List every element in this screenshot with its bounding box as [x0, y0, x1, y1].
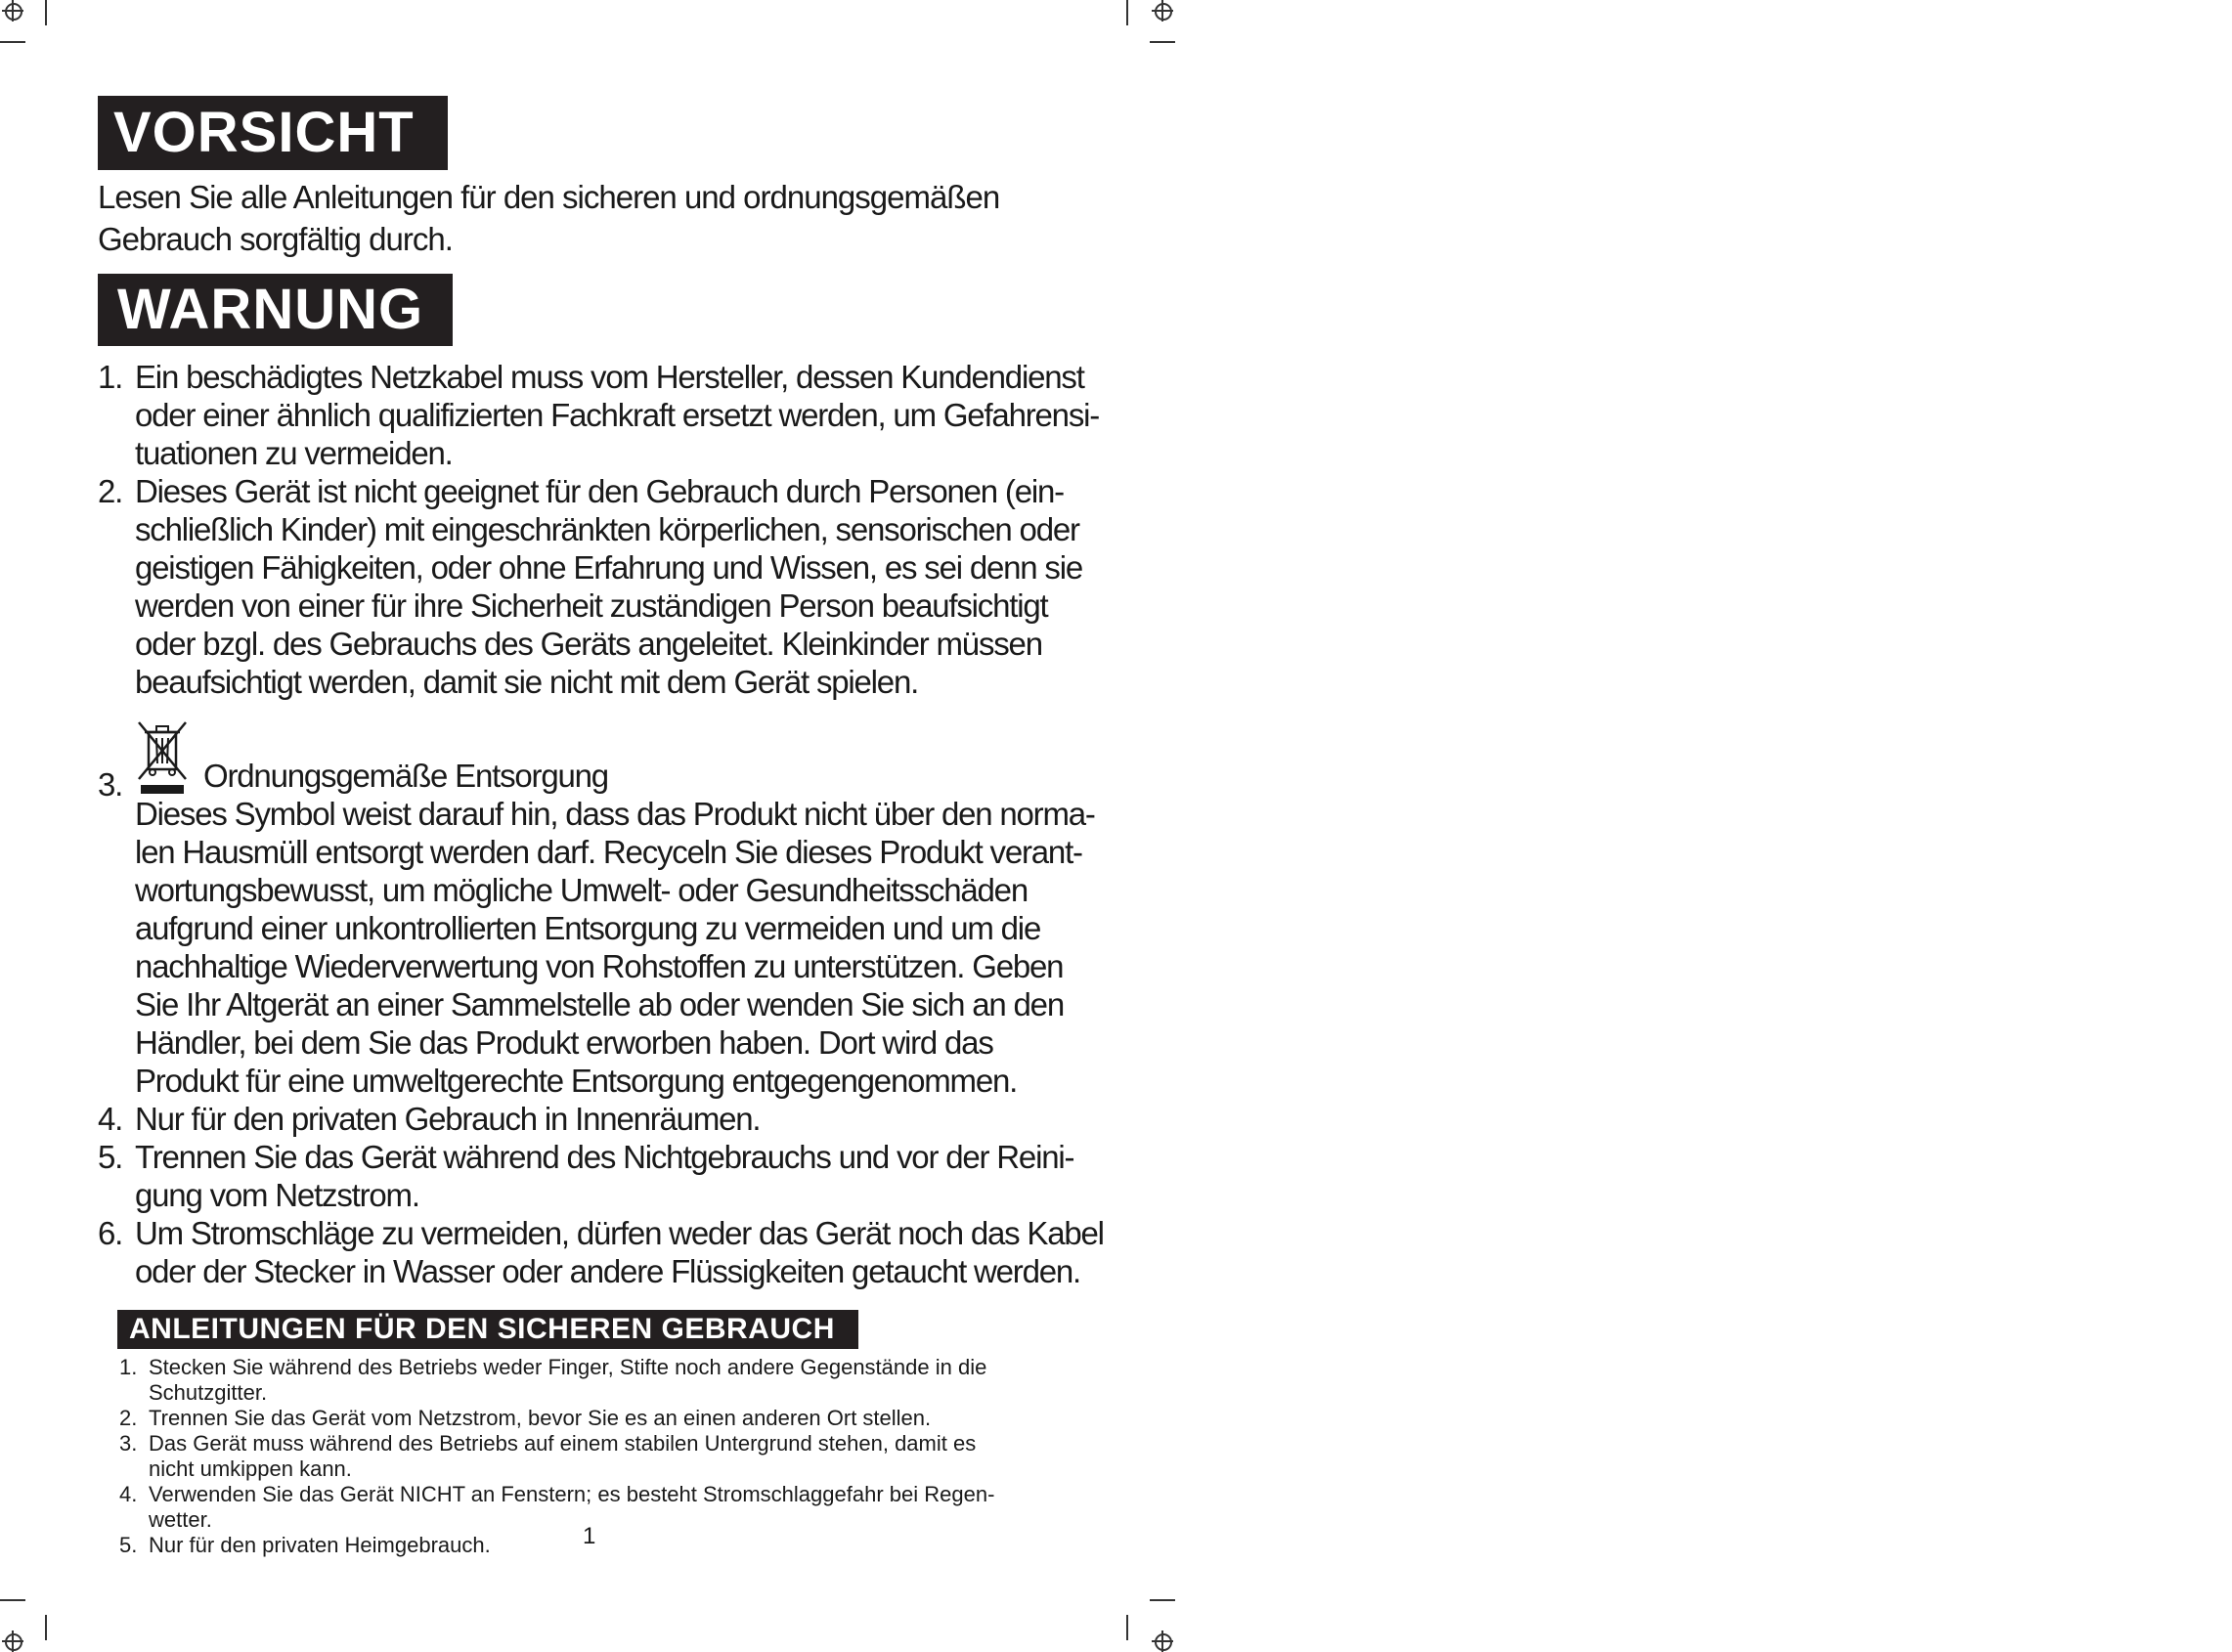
item-number: 3. — [119, 1431, 138, 1456]
registration-mark-icon — [2, 0, 23, 22]
anleitungen-banner: ANLEITUNGEN FÜR DEN SICHEREN GEBRAUCH — [117, 1310, 858, 1349]
text-line: wetter. — [149, 1507, 212, 1532]
item-number: 6. — [98, 1215, 123, 1251]
list-item — [119, 1482, 1115, 1533]
list-item — [119, 1533, 1115, 1558]
list-item — [98, 472, 1115, 701]
text-line: geistigen Fähigkeiten, oder ohne Erfahrung und Wissen, es sei denn sie — [135, 549, 1082, 586]
crop-line — [1150, 41, 1175, 43]
text-line: Händler, bei dem Sie das Produkt erworben haben. Dort wird das — [135, 1024, 993, 1061]
registration-mark-icon — [2, 1630, 23, 1652]
crossed-out-bin-icon — [135, 718, 190, 795]
text-line: Dieses Symbol weist darauf hin, dass das Produkt nicht über den norma- — [135, 796, 1095, 832]
text-line: Trennen Sie das Gerät vom Netzstrom, bevor Sie es an einen anderen Ort stellen. — [149, 1406, 932, 1430]
text-line: Um Stromschläge zu vermeiden, dürfen weder das Gerät noch das Kabel — [135, 1215, 1104, 1251]
crop-line — [45, 1615, 47, 1640]
text-line: wortungsbewusst, um mögliche Umwelt- oder Gesundheitsschäden — [135, 872, 1028, 908]
page-number: 1 — [583, 1523, 596, 1549]
text-line: gung vom Netzstrom. — [135, 1177, 419, 1213]
text-line: beaufsichtigt werden, damit sie nicht mit dem Gerät spielen. — [135, 664, 919, 700]
crop-line — [0, 41, 25, 43]
anleitungen-list — [119, 1355, 1115, 1558]
text-line: nachhaltige Wiederverwertung von Rohstoffen zu unterstützen. Geben — [135, 948, 1064, 984]
text-line: Stecken Sie während des Betriebs weder Finger, Stifte noch andere Gegenstände in die — [149, 1355, 987, 1379]
item-number: 4. — [119, 1482, 138, 1506]
list-item — [119, 1406, 1115, 1431]
list-item — [98, 1100, 1115, 1138]
text-line: Lesen Sie alle Anleitungen für den sicheren und ordnungsgemäßen — [98, 179, 1000, 215]
recycle-heading-row — [135, 718, 1115, 795]
text-line: tuationen zu vermeiden. — [135, 435, 453, 471]
crop-line — [1126, 1615, 1128, 1640]
vorsicht-text — [98, 176, 1115, 260]
recycle-heading: Ordnungsgemäße Entsorgung — [203, 758, 608, 794]
text-line: schließlich Kinder) mit eingeschränkten körperlichen, sensorischen oder — [135, 511, 1079, 547]
registration-mark-icon — [1152, 1630, 1173, 1652]
list-item — [119, 1431, 1115, 1482]
text-line: Produkt für eine umweltgerechte Entsorgung entgegengenommen. — [135, 1063, 1018, 1099]
crop-line — [1150, 1599, 1175, 1601]
warnung-list — [98, 358, 1115, 1290]
item-number: 2. — [119, 1406, 138, 1430]
registration-mark-icon — [1152, 0, 1173, 22]
text-line: Nur für den privaten Gebrauch in Innenräumen. — [135, 1101, 761, 1137]
text-line: Ein beschädigtes Netzkabel muss vom Hersteller, dessen Kundendienst — [135, 359, 1084, 395]
item-number: 4. — [98, 1101, 123, 1137]
text-line: aufgrund einer unkontrollierten Entsorgung zu vermeiden und um die — [135, 910, 1041, 946]
text-line: Das Gerät muss während des Betriebs auf einem stabilen Untergrund stehen, damit es — [149, 1431, 977, 1456]
text-line: Trennen Sie das Gerät während des Nichtgebrauchs und vor der Reini- — [135, 1139, 1074, 1175]
text-line: len Hausmüll entsorgt werden darf. Recyceln Sie dieses Produkt verant- — [135, 834, 1082, 870]
vorsicht-banner: VORSICHT — [98, 96, 448, 170]
item-number: 1. — [98, 359, 123, 395]
crop-line — [1126, 0, 1128, 25]
text-line: werden von einer für ihre Sicherheit zuständigen Person beaufsichtigt — [135, 587, 1048, 624]
item-number: 2. — [98, 473, 123, 509]
manual-page — [98, 96, 1115, 1558]
text-line: Schutzgitter. — [149, 1380, 268, 1405]
text-line: oder einer ähnlich qualifizierten Fachkraft ersetzt werden, um Gefahrensi- — [135, 397, 1100, 433]
text-line: Sie Ihr Altgerät an einer Sammelstelle ab oder wenden Sie sich an den — [135, 986, 1064, 1022]
text-line: oder bzgl. des Gebrauchs des Geräts angeleitet. Kleinkinder müssen — [135, 626, 1042, 662]
list-item — [98, 358, 1115, 472]
crop-line — [0, 1599, 25, 1601]
warnung-banner: WARNUNG — [98, 274, 453, 346]
text-line: nicht umkippen kann. — [149, 1456, 352, 1481]
list-item — [98, 718, 1115, 1100]
list-item — [98, 1214, 1115, 1290]
item-number: 5. — [98, 1139, 123, 1175]
item-number: 3. — [98, 766, 123, 803]
text-line: Nur für den privaten Heimgebrauch. — [149, 1533, 491, 1557]
text-line: Dieses Gerät ist nicht geeignet für den Gebrauch durch Personen (ein- — [135, 473, 1064, 509]
item-number: 5. — [119, 1533, 138, 1557]
item-number: 1. — [119, 1355, 138, 1379]
text-line: Gebrauch sorgfältig durch. — [98, 221, 453, 257]
list-item — [119, 1355, 1115, 1406]
list-item — [98, 1138, 1115, 1214]
crop-line — [45, 0, 47, 25]
text-line: Verwenden Sie das Gerät NICHT an Fenstern; es besteht Stromschlaggefahr bei Regen- — [149, 1482, 995, 1506]
text-line: oder der Stecker in Wasser oder andere Flüssigkeiten getaucht werden. — [135, 1253, 1081, 1289]
